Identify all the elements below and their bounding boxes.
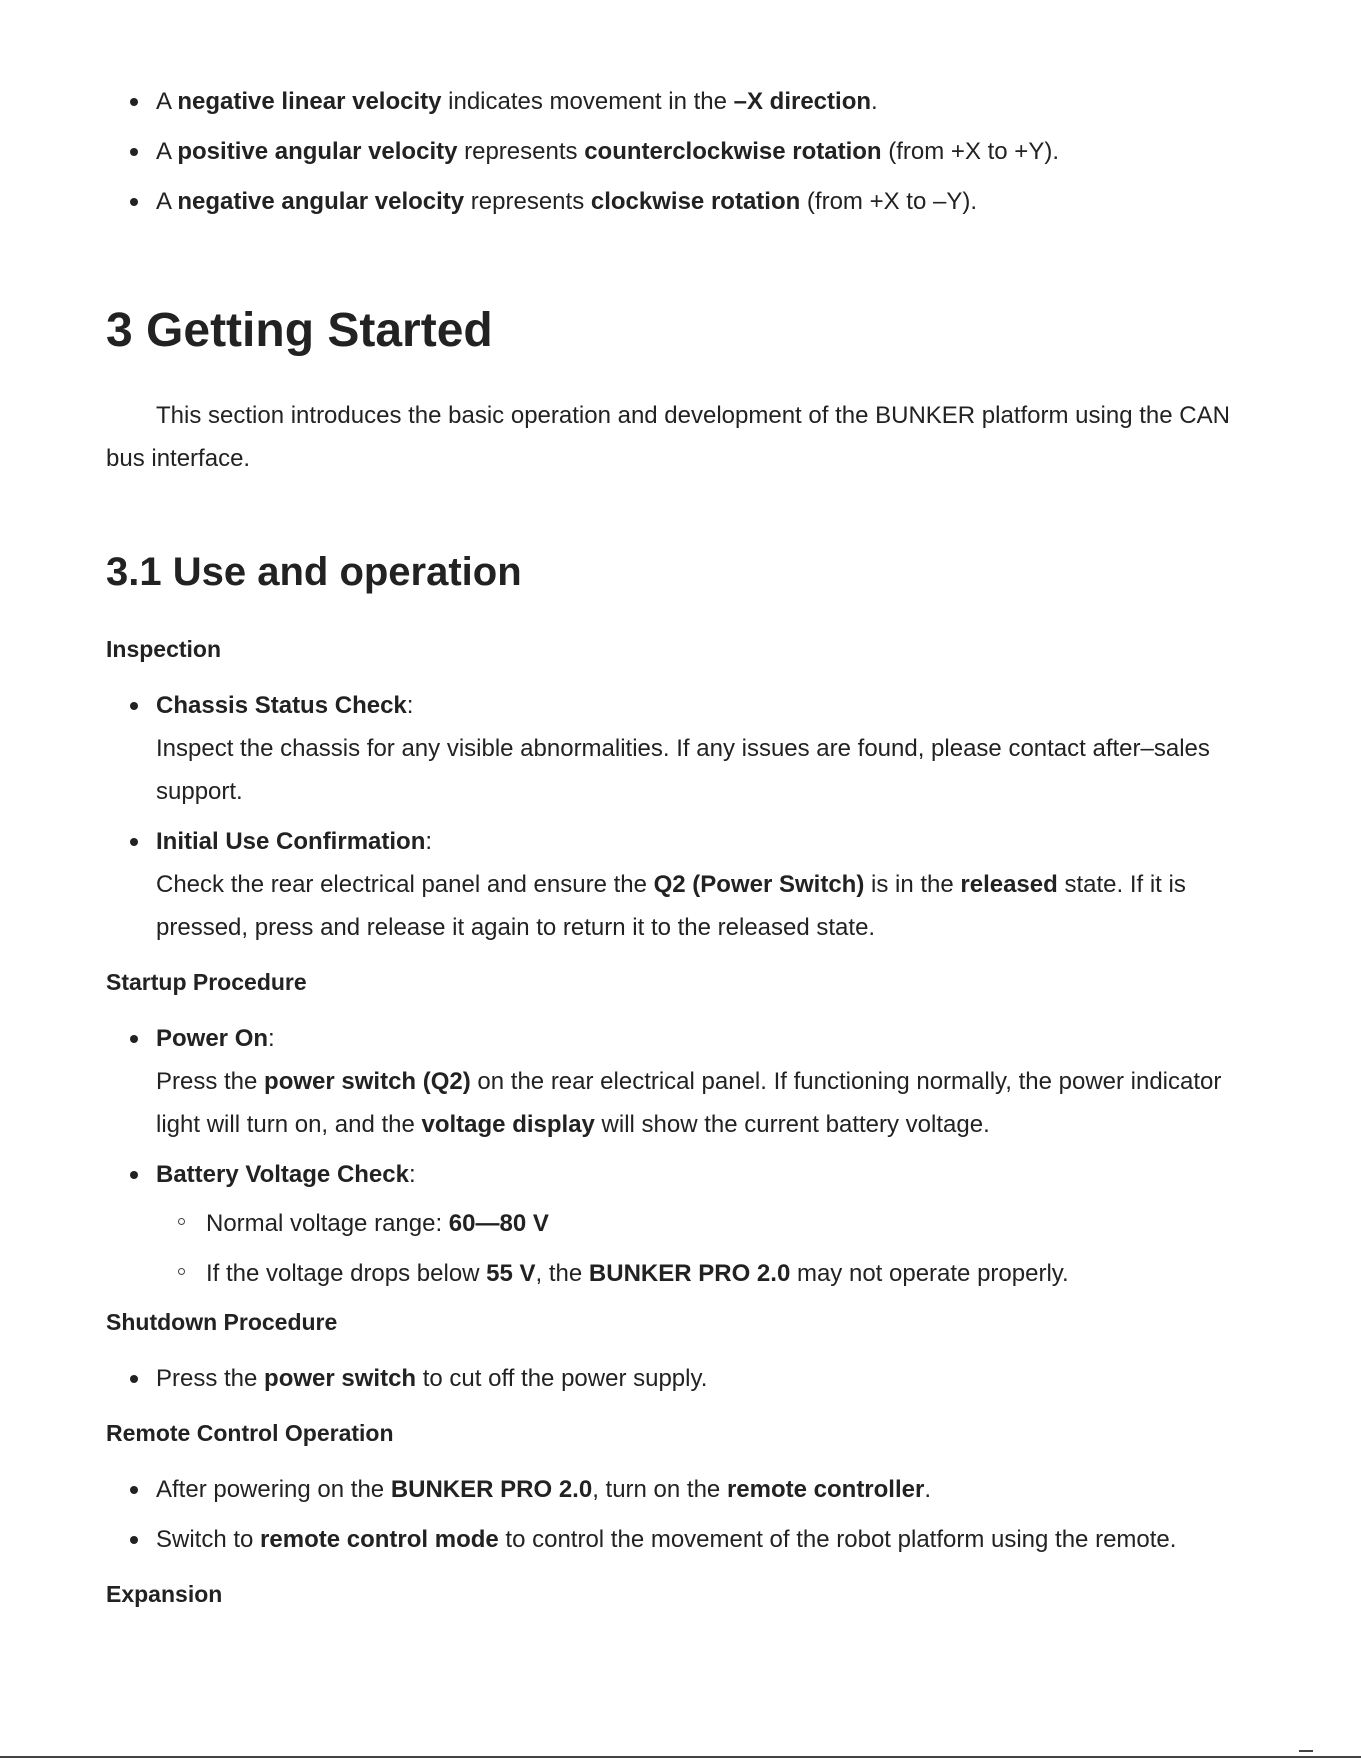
inspection-heading: Inspection <box>106 636 222 662</box>
list-item: Battery Voltage Check: Normal voltage range: 60—80 V If the voltage drops below 55 V, the BUNKER PRO 2.0 may not operate properly. <box>106 1153 1236 1295</box>
list-item: A negative angular velocity represents clockwise rotation (from +X to –Y). <box>106 180 1236 223</box>
list-item: If the voltage drops below 55 V, the BUNKER PRO 2.0 may not operate properly. <box>156 1252 1236 1295</box>
list-item: A positive angular velocity represents counterclockwise rotation (from +X to +Y). <box>106 130 1236 173</box>
startup-heading: Startup Procedure <box>106 969 307 995</box>
section-title: 3 Getting Started <box>106 304 493 357</box>
item-body: Inspect the chassis for any visible abnormalities. If any issues are found, please contact after–sales support. <box>156 735 1210 805</box>
shutdown-list <box>106 1357 1236 1400</box>
list-item: A negative linear velocity indicates movement in the –X direction. <box>106 80 1236 123</box>
list-item: Press the power switch to cut off the power supply. <box>106 1357 1236 1400</box>
velocity-list <box>106 80 1236 223</box>
footer-divider <box>0 1756 1361 1758</box>
list-item: Initial Use Confirmation: Check the rear electrical panel and ensure the Q2 (Power Switch) is in the released state. If it is pressed, press and release it again to return it to the released state. <box>106 820 1236 949</box>
item-title: Initial Use Confirmation <box>156 828 426 855</box>
remote-list <box>106 1468 1236 1561</box>
intro-paragraph: This section introduces the basic operation and development of the BUNKER platform using the CAN bus interface. <box>106 402 1230 472</box>
item-body: Check the rear electrical panel and ensure the Q2 (Power Switch) is in the released state. If it is pressed, press and release it again to return it to the released state. <box>156 871 1186 941</box>
list-item: After powering on the BUNKER PRO 2.0, turn on the remote controller. <box>106 1468 1236 1511</box>
list-item: Power On: Press the power switch (Q2) on the rear electrical panel. If functioning normally, the power indicator light will turn on, and the voltage display will show the current battery voltage. <box>106 1017 1236 1146</box>
remote-heading: Remote Control Operation <box>106 1420 394 1446</box>
list-item: Normal voltage range: 60—80 V <box>156 1202 1236 1245</box>
list-item: Chassis Status Check: Inspect the chassis for any visible abnormalities. If any issues are found, please contact after–sales support. <box>106 684 1236 813</box>
voltage-sublist <box>156 1202 1236 1295</box>
item-title: Chassis Status Check <box>156 692 407 719</box>
item-body: Press the power switch (Q2) on the rear electrical panel. If functioning normally, the power indicator light will turn on, and the voltage display will show the current battery voltage. <box>156 1068 1222 1138</box>
shutdown-heading: Shutdown Procedure <box>106 1309 338 1335</box>
item-title: Battery Voltage Check <box>156 1161 409 1188</box>
expansion-heading: Expansion <box>106 1581 223 1607</box>
inspection-list <box>106 684 1236 949</box>
footer-mark <box>1299 1750 1313 1752</box>
list-item: Switch to remote control mode to control the movement of the robot platform using the remote. <box>106 1518 1236 1561</box>
item-title: Power On <box>156 1025 269 1052</box>
subsection-title: 3.1 Use and operation <box>106 550 522 594</box>
document-page <box>106 80 1236 1629</box>
startup-list <box>106 1017 1236 1295</box>
